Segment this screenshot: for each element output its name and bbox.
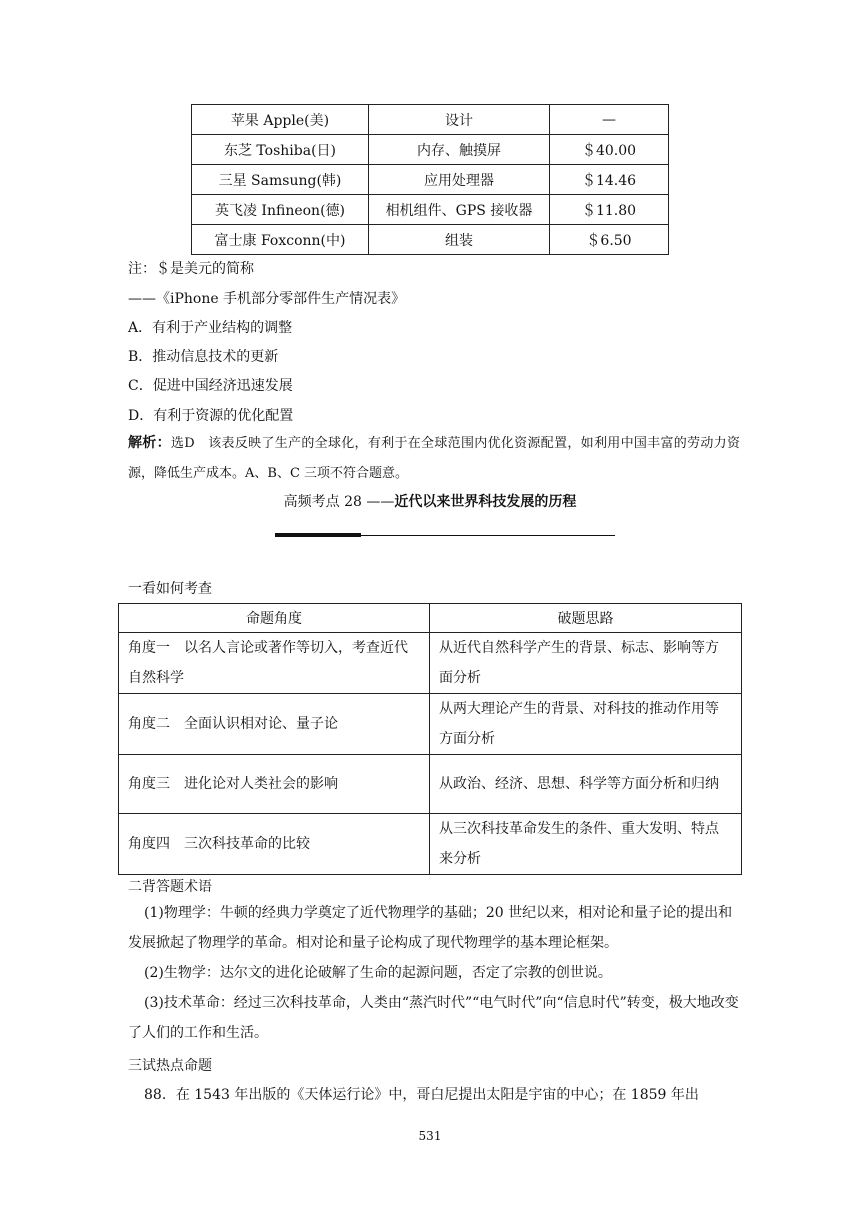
angle-cell: 角度一 以名人言论或著作等切入，考查近代自然科学 xyxy=(119,633,430,694)
heading-underline-thick xyxy=(275,533,361,537)
column-header: 命题角度 xyxy=(119,604,430,633)
term-tech-revolution: (3)技术革命：经过三次科技革命，人类由“蒸汽时代”“电气时代”向“信息时代”转变，极大地改变了人们的工作和生活。 xyxy=(128,995,739,1041)
table-row xyxy=(192,105,669,135)
price-cell: ＄11.80 xyxy=(550,195,669,225)
table-note: 注：＄是美元的简称 xyxy=(128,261,254,277)
component-cell: 相机组件、GPS 接收器 xyxy=(369,195,550,225)
component-cell: 应用处理器 xyxy=(369,165,550,195)
table-row xyxy=(192,165,669,195)
part2-title: 二背答题术语 xyxy=(128,879,212,895)
table-row xyxy=(119,633,742,694)
option-a: A．有利于产业结构的调整 xyxy=(128,320,293,336)
component-cell: 组装 xyxy=(369,225,550,255)
price-cell: ＄6.50 xyxy=(550,225,669,255)
approach-cell: 从近代自然科学产生的背景、标志、影响等方面分析 xyxy=(430,633,742,694)
section-heading-prefix: 高频考点 28 —— xyxy=(283,494,395,510)
component-cell: 内存、触摸屏 xyxy=(369,135,550,165)
company-cell: 三星 Samsung(韩) xyxy=(192,165,369,195)
price-cell: ＄40.00 xyxy=(550,135,669,165)
approach-cell: 从三次科技革命发生的条件、重大发明、特点来分析 xyxy=(430,814,742,875)
heading-underline-thin xyxy=(361,535,615,536)
table-row xyxy=(192,225,669,255)
section-heading-title: 近代以来世界科技发展的历程 xyxy=(394,494,577,510)
approach-cell: 从政治、经济、思想、科学等方面分析和归纳 xyxy=(430,755,742,814)
price-cell: ＄14.46 xyxy=(550,165,669,195)
analysis-text: 选D 该表反映了生产的全球化，有利于在全球范围内优化资源配置，如利用中国丰富的劳动力资源，降低生产成本。A、B、C 三项不符合题意。 xyxy=(128,436,740,481)
component-cell: 设计 xyxy=(369,105,550,135)
section-heading xyxy=(0,491,860,511)
exam-angle-table xyxy=(118,603,742,875)
option-d: D．有利于资源的优化配置 xyxy=(128,408,294,424)
table-row xyxy=(119,694,742,755)
term-physics: (1)物理学：牛顿的经典力学奠定了近代物理学的基础；20 世纪以来，相对论和量子论的提出和发展掀起了物理学的革命。相对论和量子论构成了现代物理学的基本理论框架。 xyxy=(128,905,733,951)
part3-title: 三试热点命题 xyxy=(128,1058,212,1074)
analysis-label: 解析： xyxy=(128,435,171,451)
table-header-row xyxy=(119,604,742,633)
analysis xyxy=(128,428,740,489)
table-row xyxy=(119,755,742,814)
page-number: 531 xyxy=(418,1129,442,1143)
components-table xyxy=(191,104,669,255)
company-cell: 东芝 Toshiba(日) xyxy=(192,135,369,165)
company-cell: 富士康 Foxconn(中) xyxy=(192,225,369,255)
term-biology: (2)生物学：达尔文的进化论破解了生命的起源问题，否定了宗教的创世说。 xyxy=(144,965,612,981)
table-source: ——《iPhone 手机部分零部件生产情况表》 xyxy=(128,291,406,307)
company-cell: 英飞凌 Infineon(德) xyxy=(192,195,369,225)
price-cell: — xyxy=(550,105,669,135)
part1-title: 一看如何考查 xyxy=(128,581,212,597)
column-header: 破题思路 xyxy=(430,604,742,633)
company-cell: 苹果 Apple(美) xyxy=(192,105,369,135)
option-b: B．推动信息技术的更新 xyxy=(128,349,279,365)
angle-cell: 角度二 全面认识相对论、量子论 xyxy=(119,694,430,755)
table-row xyxy=(192,195,669,225)
question-88: 88．在 1543 年出版的《天体运行论》中，哥白尼提出太阳是宇宙的中心；在 1859 年出 xyxy=(144,1087,699,1103)
table-row xyxy=(192,135,669,165)
approach-cell: 从两大理论产生的背景、对科技的推动作用等方面分析 xyxy=(430,694,742,755)
table-row xyxy=(119,814,742,875)
option-c: C．促进中国经济迅速发展 xyxy=(128,378,293,394)
angle-cell: 角度三 进化论对人类社会的影响 xyxy=(119,755,430,814)
angle-cell: 角度四 三次科技革命的比较 xyxy=(119,814,430,875)
